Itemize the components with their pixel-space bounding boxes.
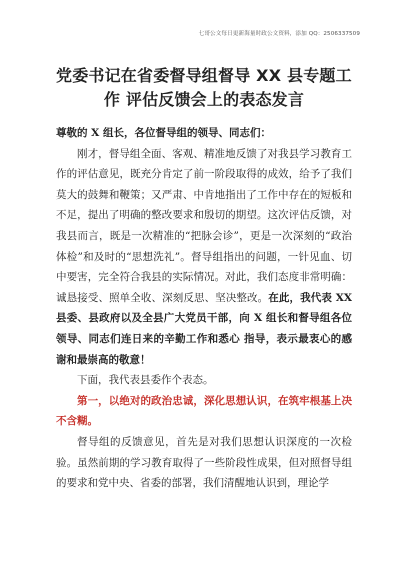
paragraph-1-thanks: 在此，我代表 XX 县委、县政府以及全县广大党员干部，向 X 组长和督导组各位领导、同志们连日来的辛勤工作和悉心 指导，表示最衷心的感谢和最崇高的敬意！: [56, 291, 353, 366]
title-line-2: 作 评估反馈会上的表态发言: [103, 90, 305, 109]
paragraph-3: 督导组的反馈意见，首先是对我们思想认识深度的一次检验。虽然前期的学习教育取得了一些阶段性成果，但对照督导组的要求和党中央、省委的部署，我们清醒地认识到，理论学: [56, 435, 352, 490]
document-title: [56, 64, 352, 112]
section-heading-1: 第一，以绝对的政治忠诚，深化思想认识，在筑牢根基上决不含糊。: [56, 394, 352, 428]
title-line-1: 党委书记在省委督导组督导 XX 县专题工: [56, 66, 352, 85]
paragraph-1: [56, 144, 352, 371]
paragraph-2: 下面，我代表县委作个表态。: [77, 374, 214, 387]
paragraph-1-text: 刚才，督导组全面、客观、精准地反馈了对我县学习教育工作的评估意见，既充分肯定了前一阶段取得的成效，给予了我们莫大的鼓舞和鞭策；又严肃、中肯地指出了工作中存在的短板和不足，提出了明确的整改要求和殷切的期望。这次评估反馈，对我县而言，既是一次精准的“把脉会诊”，更是一次深刻的“政治体检”和及时的“思想洗礼”。督导组指出的问题，一针见血、切中要害，完全符合我县的实际情况。对此，我们态度非常明确：诚恳接受、照单全收、深刻反思、坚决整改。: [56, 147, 352, 304]
header-note: 七哥公文每日更新海量时政公文资料，添加 QQ：2506337509: [198, 31, 360, 37]
document-body: [56, 123, 352, 494]
salutation: 尊敬的 X 组长，各位督导组的领导、同志们：: [56, 127, 271, 139]
